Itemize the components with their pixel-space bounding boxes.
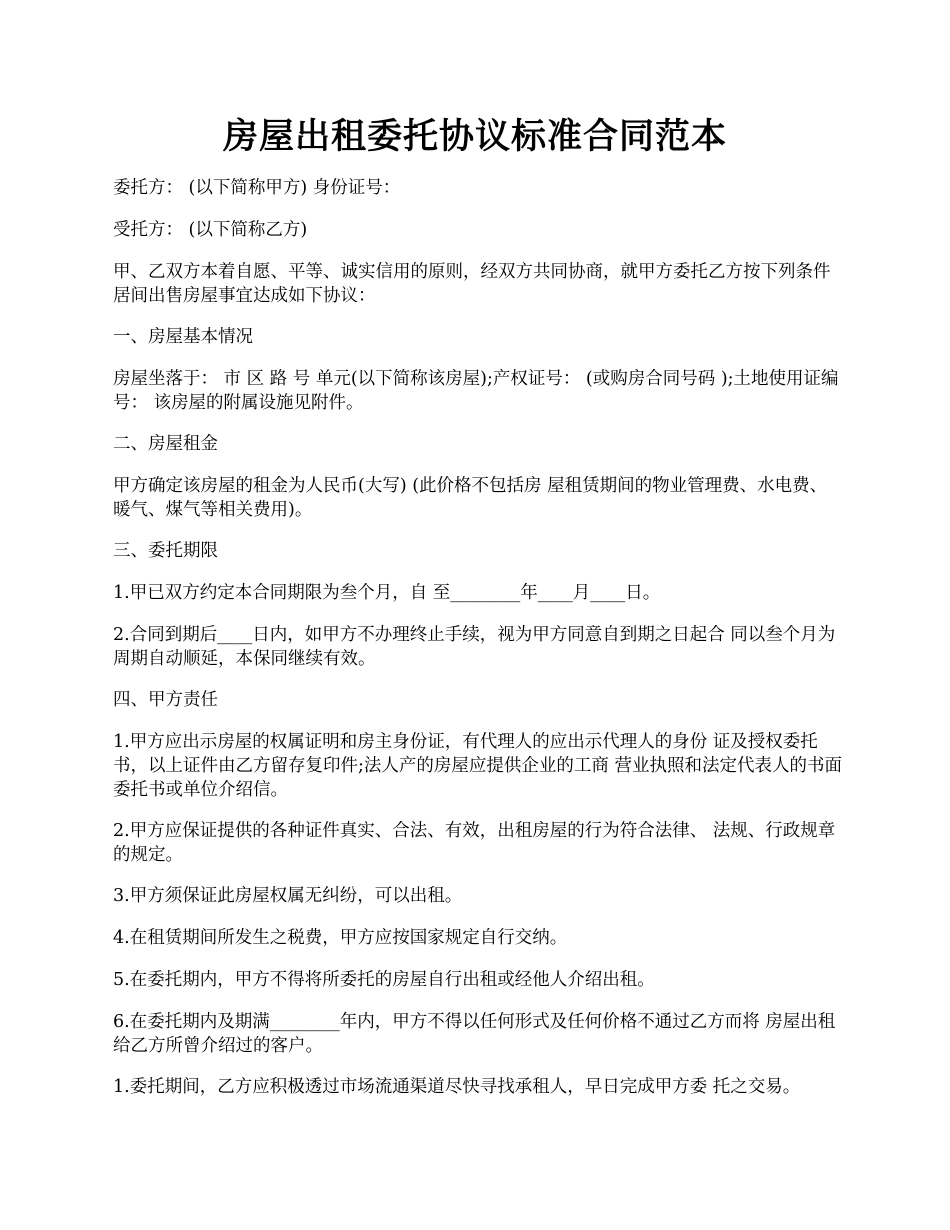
section-heading-rent: 二、房屋租金 (113, 434, 218, 454)
paragraph-party-a-2: 2.甲方应保证提供的各种证件真实、合法、有效，出租房屋的行为符合法律、 法规、行政规章的规定。 (113, 821, 836, 865)
paragraph-party-a-6: 6.在委托期内及期满________年内，甲方不得以任何形式及任何价格不通过乙方而将 房屋出租给乙方所曾介绍过的客户。 (113, 1012, 836, 1056)
paragraph-party-b-1: 1.委托期间，乙方应积极透过市场流通渠道尽快寻找承租人，早日完成甲方委 托之交易。 (113, 1077, 801, 1097)
paragraph-trustee: 受托方： (以下简称乙方) (113, 220, 308, 240)
paragraph-party-a-4: 4.在租赁期间所发生之税费，甲方应按国家规定自行交纳。 (113, 928, 568, 948)
paragraph-party-a-1: 1.甲方应出示房屋的权属证明和房主身份证，有代理人的应出示代理人的身份 证及授权委托书，以上证件由乙方留存复印件;法人产的房屋应提供企业的工商 营业执照和法定代表人的书面委托书或单位介绍信。 (113, 732, 842, 800)
paragraph-term-1: 1.甲已双方约定本合同期限为叁个月，自 至________年____月____日。 (113, 583, 661, 603)
paragraph-party-a-5: 5.在委托期内，甲方不得将所委托的房屋自行出租或经他人介绍出租。 (113, 970, 655, 990)
document-title: 房屋出租委托协议标准合同范本 (222, 116, 727, 157)
section-heading-property: 一、房屋基本情况 (113, 327, 253, 347)
paragraph-term-2: 2.合同到期后____日内，如甲方不办理终止手续，视为甲方同意自到期之日起合 同以叁个月为周期自动顺延，本保同继续有效。 (113, 625, 836, 669)
paragraph-party-a-3: 3.甲方须保证此房屋权属无纠纷，可以出租。 (113, 886, 463, 906)
paragraph-client: 委托方： (以下简称甲方) 身份证号： (113, 178, 401, 198)
section-heading-party-a: 四、甲方责任 (113, 690, 218, 710)
paragraph-preamble: 甲、乙双方本着自愿、平等、诚实信用的原则，经双方共同协商，就甲方委托乙方按下列条件居间出售房屋事宜达成如下协议： (113, 262, 831, 306)
paragraph-property-location: 房屋坐落于： 市 区 路 号 单元(以下简称该房屋);产权证号： (或购房合同号码 );土地使用证编号： 该房屋的附属设施见附件。 (113, 369, 839, 413)
section-heading-term: 三、委托期限 (113, 541, 218, 561)
document-body (113, 176, 843, 1117)
paragraph-rent: 甲方确定该房屋的租金为人民币(大写) (此价格不包括房 屋租赁期间的物业管理费、水电费、暖气、煤气等相关费用)。 (113, 476, 828, 520)
